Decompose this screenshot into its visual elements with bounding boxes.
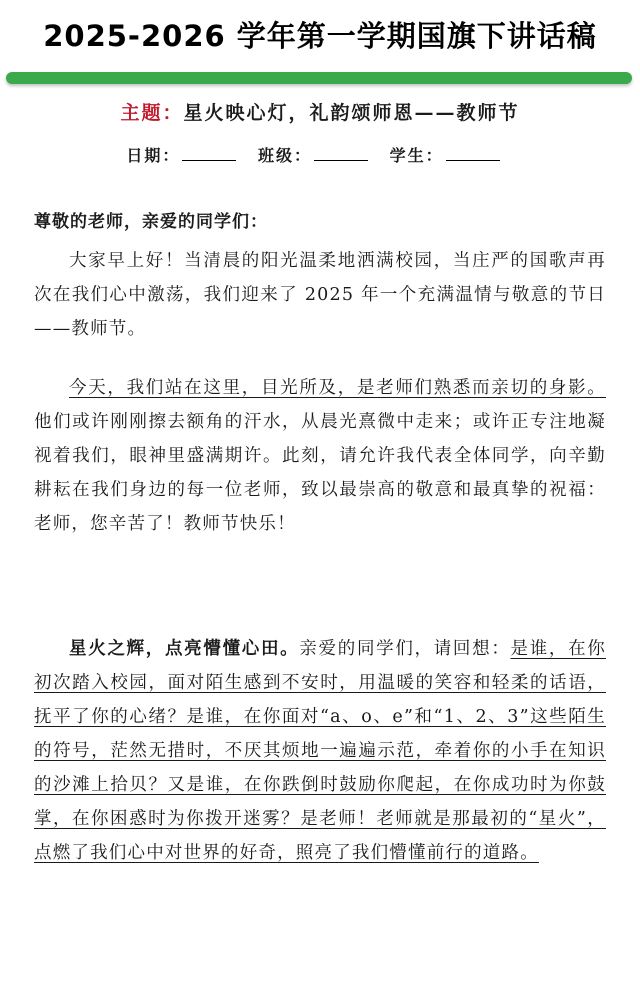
paragraph-1 xyxy=(34,244,606,346)
student-blank[interactable] xyxy=(446,146,500,161)
student-label: 学生： xyxy=(389,146,444,165)
date-blank[interactable] xyxy=(182,146,236,161)
paragraph-3 xyxy=(34,632,606,870)
green-divider xyxy=(6,72,632,84)
paragraph-3-underlined: 是谁，在你初次踏入校园，面对陌生感到不安时，用温暖的笑容和轻柔的话语，抚平了你的心绪？是谁，在你面对“a、o、e”和“1、2、3”这些陌生的符号，茫然无措时，不厌其烦地一遍遍示范，牵着你的小手在知识的沙滩上拾贝？又是谁，在你跌倒时鼓励你爬起，在你成功时为你鼓掌，在你困惑时为你拨开迷雾？是老师！老师就是那最初的“星火”，点燃了我们心中对世界的好奇，照亮了我们懵懂前行的道路。 xyxy=(34,639,606,863)
paragraph-3-heading: 星火之辉，点亮懵懂心田。 xyxy=(69,639,300,659)
class-blank[interactable] xyxy=(314,146,368,161)
theme-text: 星火映心灯，礼韵颂师恩——教师节 xyxy=(183,102,520,124)
class-label: 班级： xyxy=(257,146,312,165)
paragraph-2-rest: 他们或许刚刚擦去额角的汗水，从晨光熹微中走来；或许正专注地凝视着我们，眼神里盛满期许。此刻，请允许我代表全体同学，向辛勤耕耘在我们身边的每一位老师，致以最崇高的敬意和最真挚的祝福：老师，您辛苦了！教师节快乐！ xyxy=(34,412,606,534)
paragraph-2-underlined: 今天，我们站在这里，目光所及，是老师们熟悉而亲切的身影。 xyxy=(69,378,606,398)
document-title: 2025-2026 学年第一学期国旗下讲话稿 xyxy=(43,19,597,53)
paragraph-2 xyxy=(34,371,606,541)
paragraph-1-text: 大家早上好！当清晨的阳光温柔地洒满校园，当庄严的国歌声再次在我们心中激荡，我们迎来了 2025 年一个充满温情与敬意的节日——教师节。 xyxy=(34,251,606,339)
greeting: 尊敬的老师，亲爱的同学们： xyxy=(34,212,268,232)
date-label: 日期： xyxy=(126,146,181,165)
theme-label: 主题： xyxy=(120,102,184,124)
meta-line xyxy=(0,143,640,166)
paragraph-3-intro: 亲爱的同学们，请回想： xyxy=(299,639,511,659)
theme-line xyxy=(0,98,640,125)
